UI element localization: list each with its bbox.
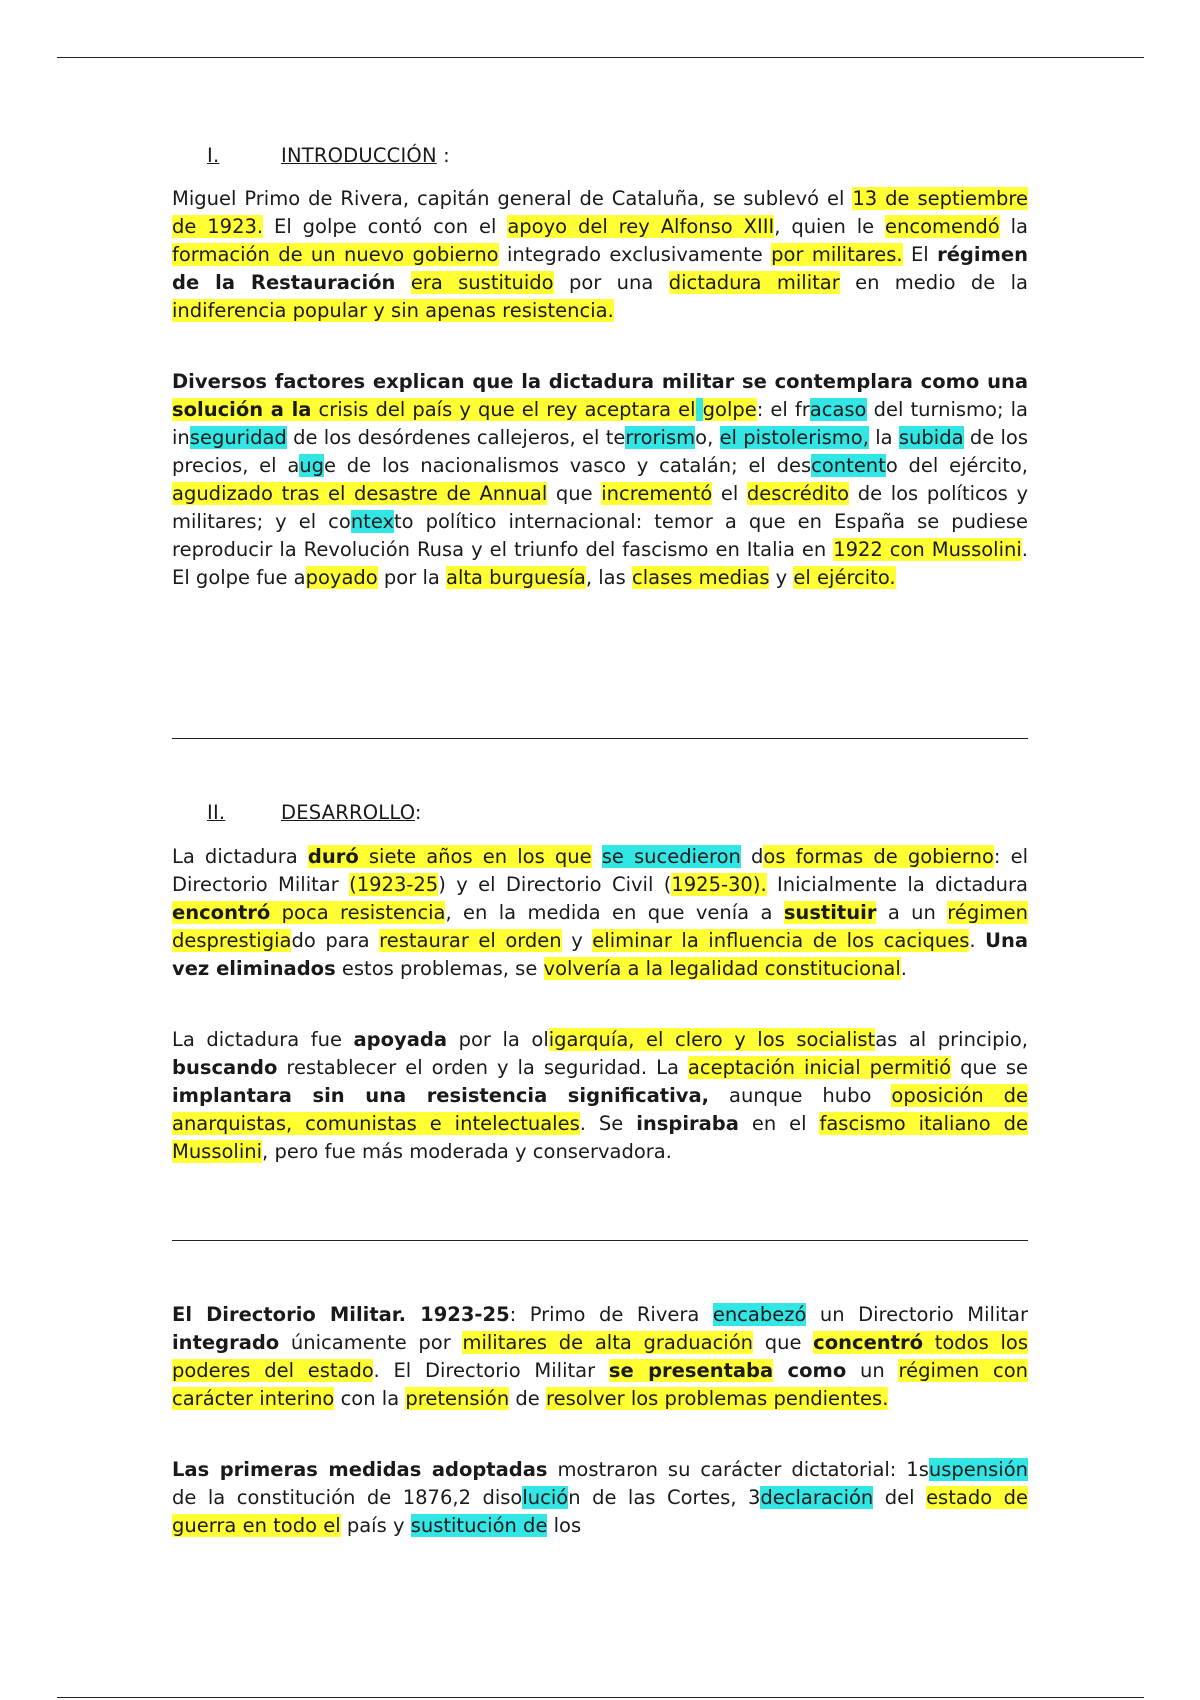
highlighted-text: concentró [813,1331,924,1354]
highlighted-text: todos los poderes del estado [172,1331,1028,1382]
highlighted-text: rrorism [625,426,696,449]
bold-text: como [773,1359,847,1382]
text-run: . El Directorio Militar [373,1359,609,1382]
highlighted-text: restaurar el orden [379,929,562,952]
highlighted-text: encontró [172,901,271,924]
text-run: o del ejército, [885,454,1028,477]
highlighted-text: oposición de anarquistas, comunistas e intelectuales [172,1084,1028,1135]
text-run: por la [377,566,447,589]
bold-text: integrado [172,1331,280,1354]
highlighted-text: acaso [809,398,867,421]
text-run: a un [876,901,948,924]
highlighted-text: eliminar la influencia de los caciques [592,929,970,952]
highlighted-text: duró [307,845,359,868]
highlighted-text: dictadura militar [668,271,840,294]
text-run: de los políticos y militares; y el co [172,482,1028,533]
highlighted-text: estado de guerra en todo el [172,1486,1028,1537]
highlighted-text: por militares. [771,243,903,266]
highlighted-text: encabezó [712,1303,807,1326]
bold-text: implantara sin una resistencia significativa, [172,1084,710,1107]
paragraph-directorio-militar [172,1301,1028,1413]
text-run: un [846,1359,899,1382]
paragraph-desarrollo-1 [172,843,1028,983]
text-run: : el fr [756,398,810,421]
highlighted-text: militares de alta graduación [462,1331,753,1354]
highlighted-text: content [811,454,886,477]
text-run: , pero fue más moderada y conservadora. [262,1140,672,1163]
bold-text: régimen de la Restauración [172,243,1028,294]
text-run: los [547,1514,582,1537]
highlighted-text: siete años en los que [358,845,592,868]
section-heading-introduccion [207,144,450,167]
text-run: por la ol [447,1028,549,1051]
highlighted-text: régimen con [898,1359,1028,1382]
highlighted-text: ug [299,454,325,477]
highlighted-text: encomendó [885,215,1000,238]
text-run: la [868,426,899,449]
highlighted-text: apoyo del rey Alfonso XIII [507,215,775,238]
bold-text: apoyada [353,1028,448,1051]
section-divider [172,738,1028,739]
highlighted-text: lució [522,1486,569,1509]
text-run: que [547,482,602,505]
highlighted-text: pretensión [405,1387,510,1410]
highlighted-text: clases medias [631,566,770,589]
bold-text: inspiraba [636,1112,739,1135]
text-run: de la constitución de 1876,2 diso [172,1486,523,1509]
text-run: restablecer el orden y la seguridad. La [277,1056,688,1079]
text-run: que [753,1331,814,1354]
highlighted-text: era sustituido [410,271,554,294]
text-run: d [740,845,764,868]
text-run: as al principio, [875,1028,1029,1051]
text-run: en medio de la [839,271,1028,294]
section-divider [172,1240,1028,1241]
highlighted-text: 1925-30). [671,873,767,896]
highlighted-text: incrementó [601,482,713,505]
text-run: do para [291,929,380,952]
highlighted-text: poca resistencia [270,901,446,924]
highlighted-text: alta burguesía [446,566,586,589]
text-run: del [873,1486,927,1509]
paragraph-intro-1 [172,185,1028,325]
text-run: mostraron su carácter dictatorial: 1s [547,1458,929,1481]
highlighted-text: el pistolerismo, [719,426,869,449]
section-number: I. [207,144,220,167]
text-run: el [712,482,747,505]
highlighted-text: resolver los problemas pendientes. [545,1387,889,1410]
text-run: del turnismo; la in [172,398,1029,449]
text-run: estos problemas, se [335,957,544,980]
text-run: . Se [579,1112,637,1135]
text-run: : Primo de Rivera [509,1303,713,1326]
text-run: to político internacional: temor a que en España se pudiese reproducir la Revolución Rusa y el triunfo del fascismo en Italia en [172,510,1028,561]
text-run: , las [585,566,632,589]
text-run [395,271,410,294]
text-run: que se [951,1056,1028,1079]
highlighted-text: seguridad [189,426,287,449]
text-run: de [509,1387,546,1410]
section-heading-desarrollo [207,801,422,824]
text-run: y [561,929,593,952]
text-run: con la [334,1387,406,1410]
text-run: El [902,243,938,266]
text-run: : el Directorio Militar [172,845,1029,896]
highlighted-text: sustitución de [410,1514,548,1537]
text-run: Miguel Primo de Rivera, capitán general de Cataluña, se sublevó el [172,187,853,210]
highlighted-text: carácter interino [172,1387,335,1410]
text-run: , quien le [774,215,886,238]
text-run: la [999,215,1028,238]
highlighted-text: régimen desprestigia [172,901,1028,952]
bold-text: buscando [172,1056,278,1079]
highlighted-text: indiferencia popular y sin apenas resistencia. [172,299,614,322]
highlighted-text: uspensión [928,1458,1028,1481]
highlighted-text: crisis del país y que el rey aceptara el [311,398,696,421]
highlighted-text: 13 de septiembre de 1923. [172,187,1028,238]
highlighted-text: declaración [760,1486,874,1509]
highlighted-text: descrédito [746,482,850,505]
text-run: de los desórdenes callejeros, el te [286,426,626,449]
text-run: o, [695,426,720,449]
text-run: un Directorio Militar [806,1303,1028,1326]
text-run: El golpe contó con el [263,215,508,238]
highlighted-text: igarquía, el clero y los socialist [548,1028,876,1051]
highlighted-text: agudizado tras el desastre de Annual [172,482,548,505]
highlighted-text: volvería a la legalidad constitucional [543,957,901,980]
bold-text: Las primeras medidas adoptadas [172,1458,548,1481]
text-run: ) y el Directorio Civil ( [438,873,672,896]
text-run: aunque hubo [709,1084,892,1107]
text-run: . [900,957,907,980]
section-title-suffix: : [436,144,450,167]
text-run: La dictadura [172,845,308,868]
highlighted-text: poyado [305,566,378,589]
text-run: en el [738,1112,820,1135]
highlighted-text: (1923-25 [349,873,439,896]
highlighted-text: 1922 con Mussolini [833,538,1022,561]
text-run: por una [553,271,669,294]
section-title-suffix: : [414,801,422,824]
text-run: . El golpe fue a [172,538,1028,589]
highlighted-text: fascismo italiano de Mussolini [172,1112,1028,1163]
text-run [592,845,602,868]
section-title: INTRODUCCIÓN [281,144,437,167]
bold-text: El Directorio Militar. 1923-25 [172,1303,510,1326]
bold-text: Diversos factores explican que la dictadura militar se contemplara como una [172,370,1028,393]
highlighted-text [696,398,703,421]
top-rule [57,57,1144,58]
text-run: La dictadura fue [172,1028,354,1051]
highlighted-text: se sucedieron [601,845,741,868]
text-run: . [969,929,986,952]
highlighted-text: aceptación inicial permitió [687,1056,952,1079]
text-run: e de los nacionalismos vasco y catalán; el des [324,454,812,477]
text-run: Inicialmente la dictadura [766,873,1028,896]
section-number: II. [207,801,226,824]
text-run: , en la medida en que venía a [445,901,784,924]
highlighted-text: os formas de gobierno [763,845,994,868]
text-run: integrado exclusivamente [498,243,772,266]
highlighted-text: solución a la [172,398,312,421]
paragraph-desarrollo-2 [172,1026,1028,1166]
paragraph-intro-2 [172,368,1028,592]
highlighted-text: se presentaba [608,1359,774,1382]
text-run: únicamente por [279,1331,463,1354]
highlighted-text: formación de un nuevo gobierno [172,243,499,266]
text-run: de los precios, el a [172,426,1029,477]
highlighted-text: ntex [350,510,395,533]
paragraph-primeras-medidas [172,1456,1028,1540]
highlighted-text: sustituir [783,901,877,924]
section-title: DESARROLLO [281,801,415,824]
highlighted-text: el ejército. [793,566,896,589]
highlighted-text: golpe [702,398,757,421]
highlighted-text: subida [898,426,964,449]
bold-text: Una vez eliminados [172,929,1029,980]
bottom-rule [57,1697,1144,1698]
text-run: país y [340,1514,411,1537]
text-run: n de las Cortes, 3 [568,1486,761,1509]
text-run: y [769,566,794,589]
